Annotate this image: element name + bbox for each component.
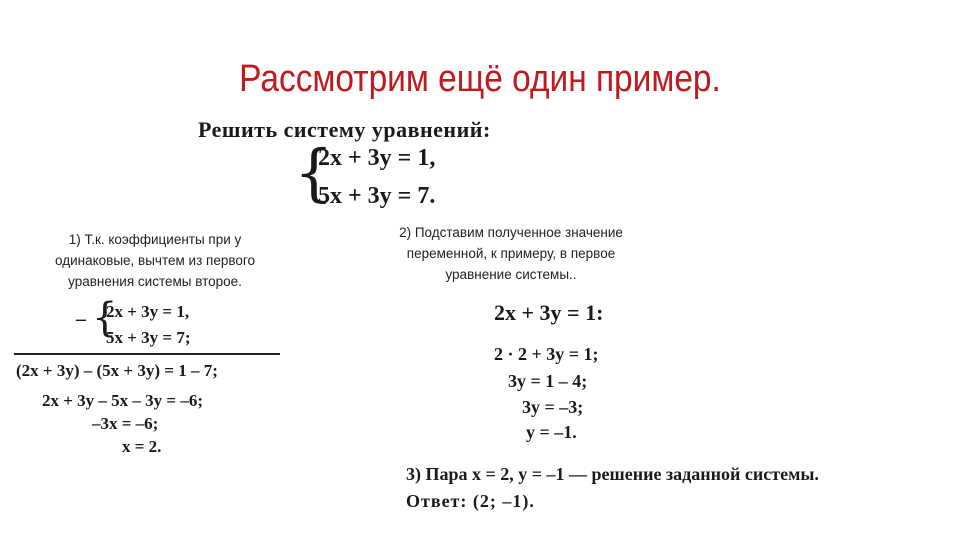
step2-line-1: 2 · 2 + 3y = 1;	[494, 344, 599, 364]
step1-line-2: 2x + 3y – 5x – 3y = –6;	[42, 391, 204, 410]
step2-line-2: 3y = 1 – 4;	[508, 371, 588, 391]
step1-equation-2: 5x + 3y = 7;	[106, 328, 191, 347]
subtraction-line	[14, 353, 280, 355]
task-heading: Решить систему уравнений:	[198, 117, 491, 142]
task-equation-2: 5x + 3y = 7.	[318, 183, 436, 209]
step2-note: 2) Подставим полученное значение переменной, к примеру, в первое уравнение системы..	[399, 225, 623, 282]
slide-title: Рассмотрим ещё один пример.	[239, 58, 721, 100]
step2-equation: 2x + 3y = 1:	[494, 300, 604, 325]
task-equation-1: 2x + 3y = 1,	[318, 145, 436, 171]
step3-conclusion: 3) Пара x = 2, y = –1 — решение заданной системы.	[406, 464, 819, 484]
step1-line-3: –3x = –6;	[92, 414, 159, 433]
step1-brace: {	[92, 295, 118, 341]
step1-line-1: (2x + 3y) – (5x + 3y) = 1 – 7;	[16, 361, 218, 380]
system-brace: {	[294, 136, 334, 209]
answer: Ответ: (2; –1).	[406, 491, 535, 511]
step2-line-3: 3y = –3;	[522, 397, 584, 417]
minus-sign: –	[76, 308, 86, 330]
step1-line-4: x = 2.	[122, 437, 162, 456]
step1-equation-1: 2x + 3y = 1,	[106, 302, 190, 321]
step1-note: 1) Т.к. коэффициенты при у одинаковые, вычтем из первого уравнения системы второе.	[55, 232, 255, 289]
step2-line-4: y = –1.	[526, 422, 577, 442]
